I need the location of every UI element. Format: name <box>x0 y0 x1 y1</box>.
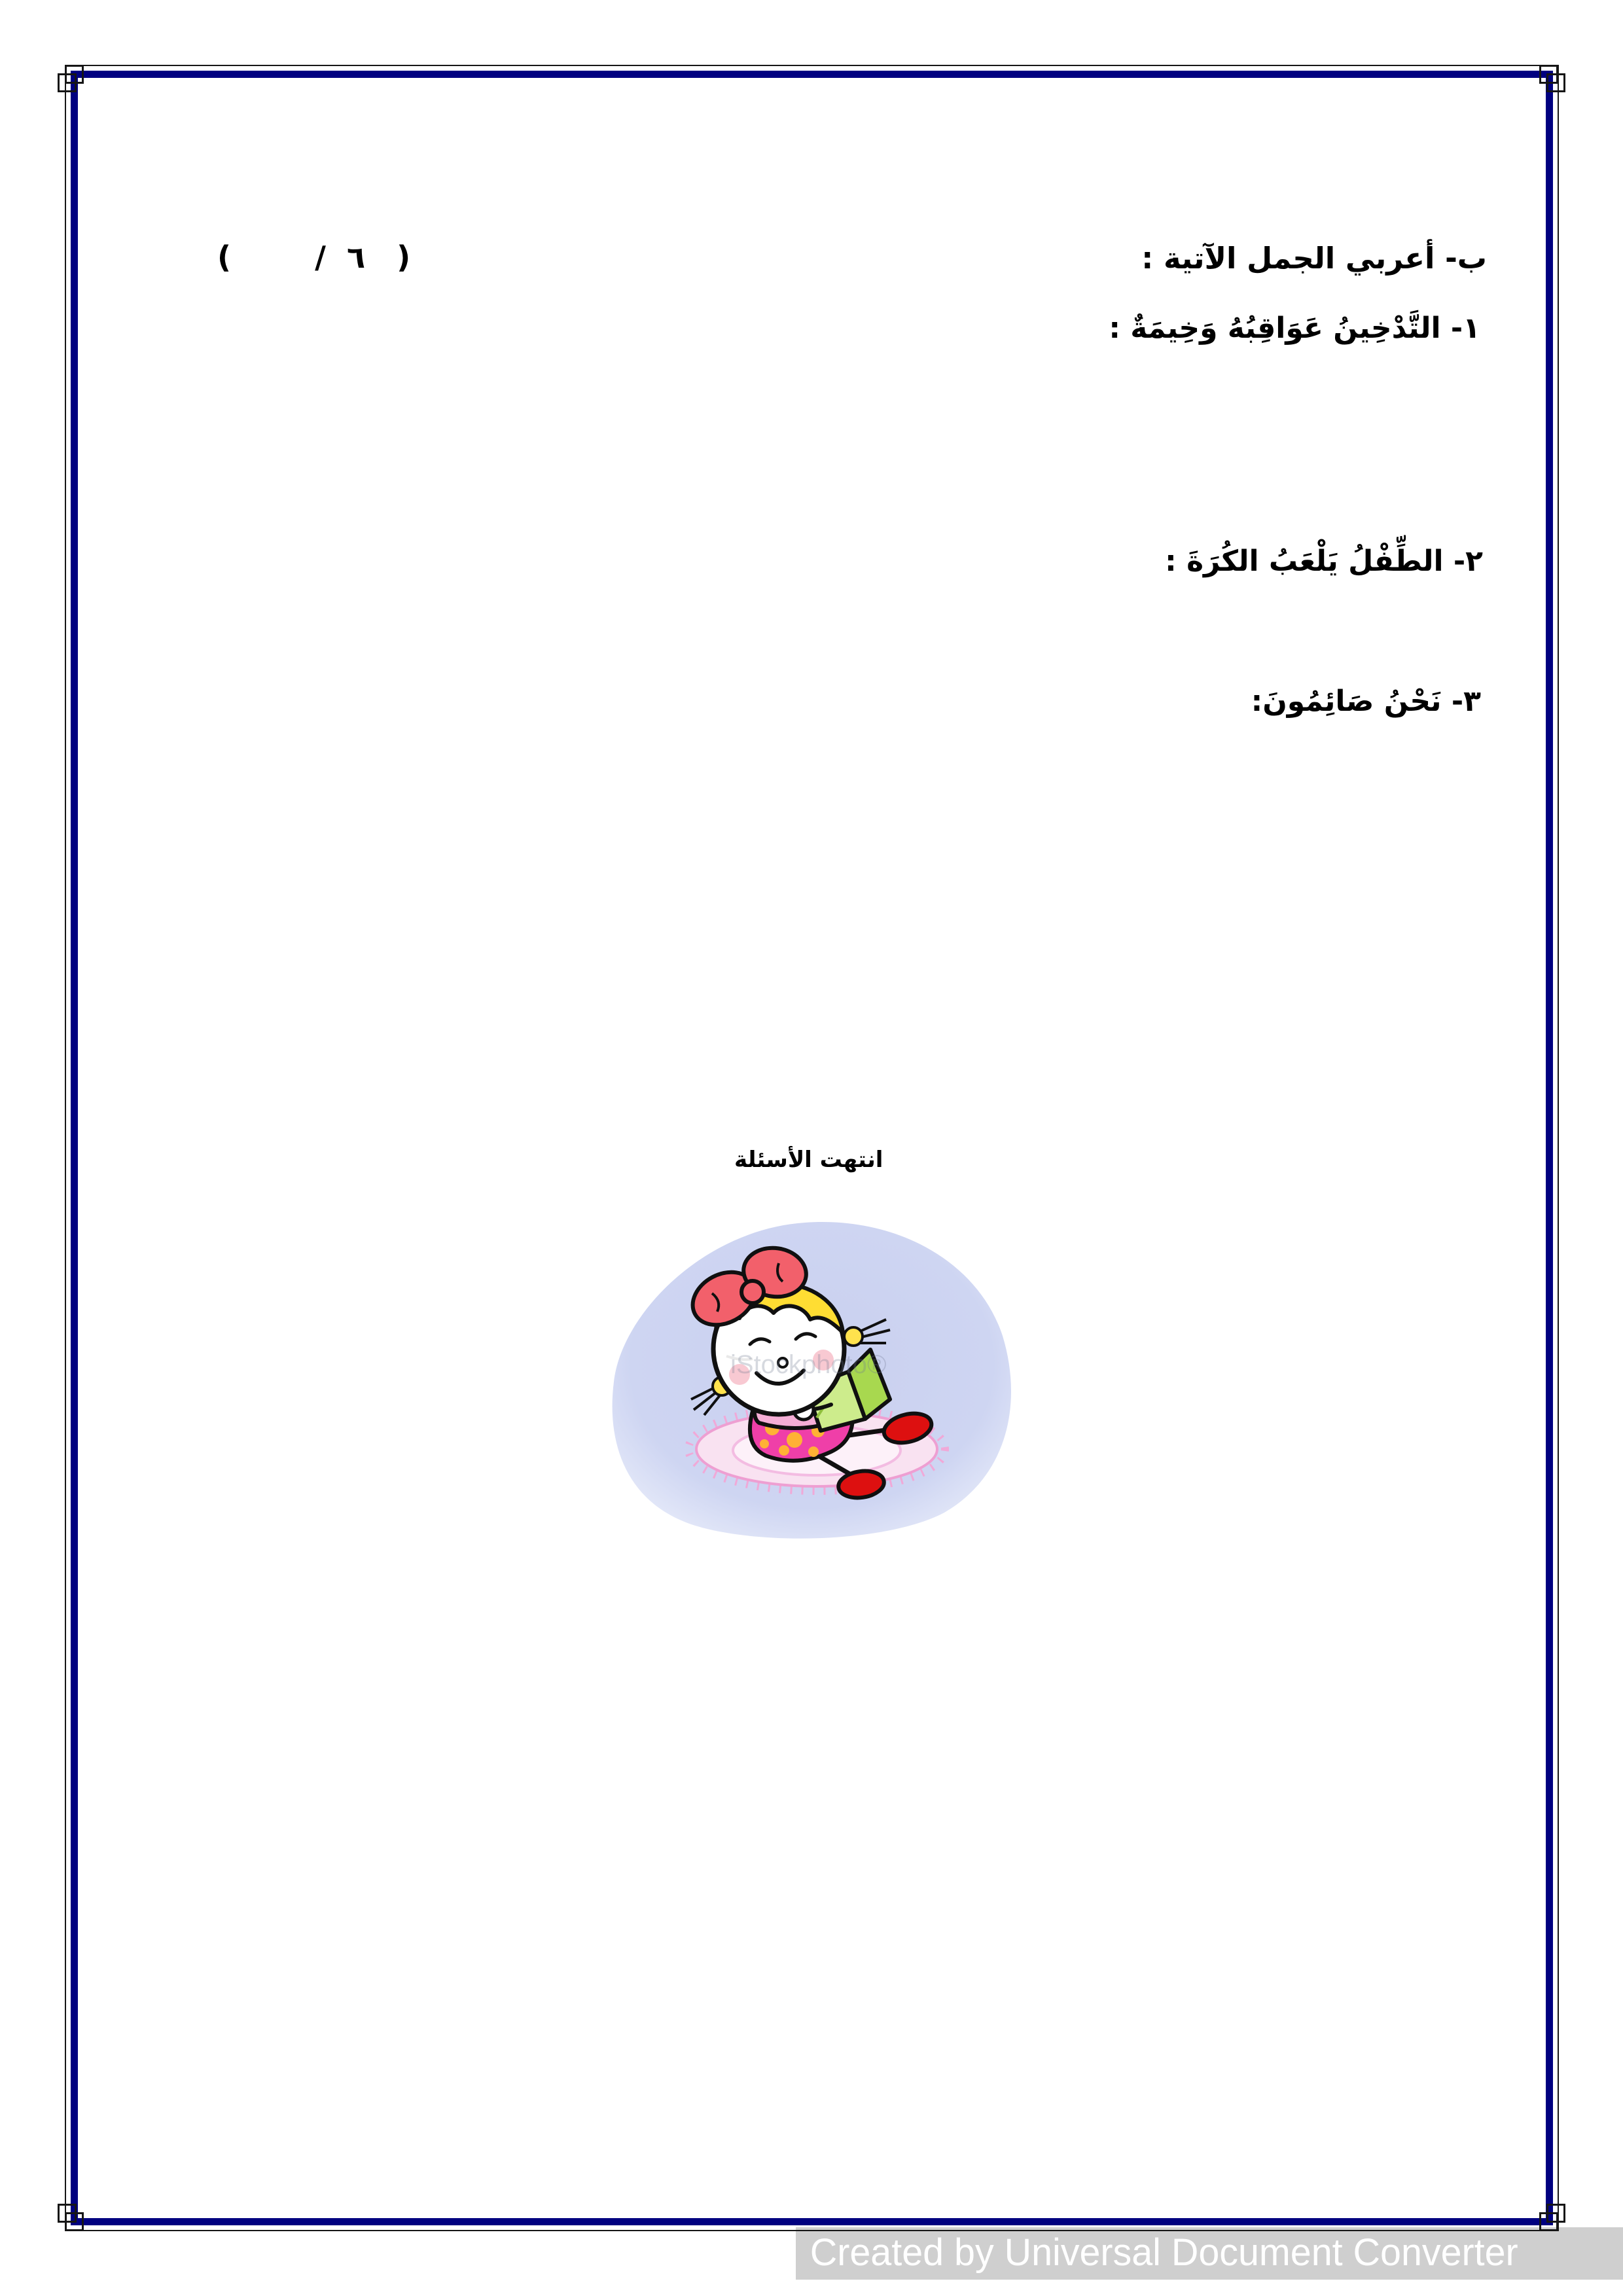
question-3: ٣- نَحْنُ صَائِمُونَ: <box>1251 685 1481 718</box>
border-corner-ornament <box>65 65 84 84</box>
end-of-questions-note: انتهت الأسئلة <box>734 1147 883 1173</box>
question-1: ١- التَّدْخِينُ عَوَاقِبُهُ وَخِيمَةٌ : <box>1109 312 1480 345</box>
border-corner-ornament <box>65 2212 84 2231</box>
stock-watermark: iStockphoto® <box>730 1350 887 1379</box>
section-header: ب- أعربي الجمل الآتية : <box>1141 241 1487 276</box>
border-corner-ornament <box>58 2204 77 2223</box>
question-2: ٢- الطِّفْلُ يَلْعَبُ الكُرَةَ : <box>1165 545 1483 578</box>
border-corner-ornament <box>1546 2204 1565 2223</box>
border-corner-ornament <box>1539 65 1558 84</box>
converter-watermark-text: Created by Universal Document Converter <box>810 2231 1518 2274</box>
border-corner-ornament <box>58 73 77 92</box>
score-field: ( / ٦ ) <box>217 240 411 275</box>
converter-watermark-bar <box>796 2227 1623 2280</box>
girl-reading-book-illustration <box>588 1215 1022 1545</box>
border-corner-ornament <box>1546 73 1565 92</box>
